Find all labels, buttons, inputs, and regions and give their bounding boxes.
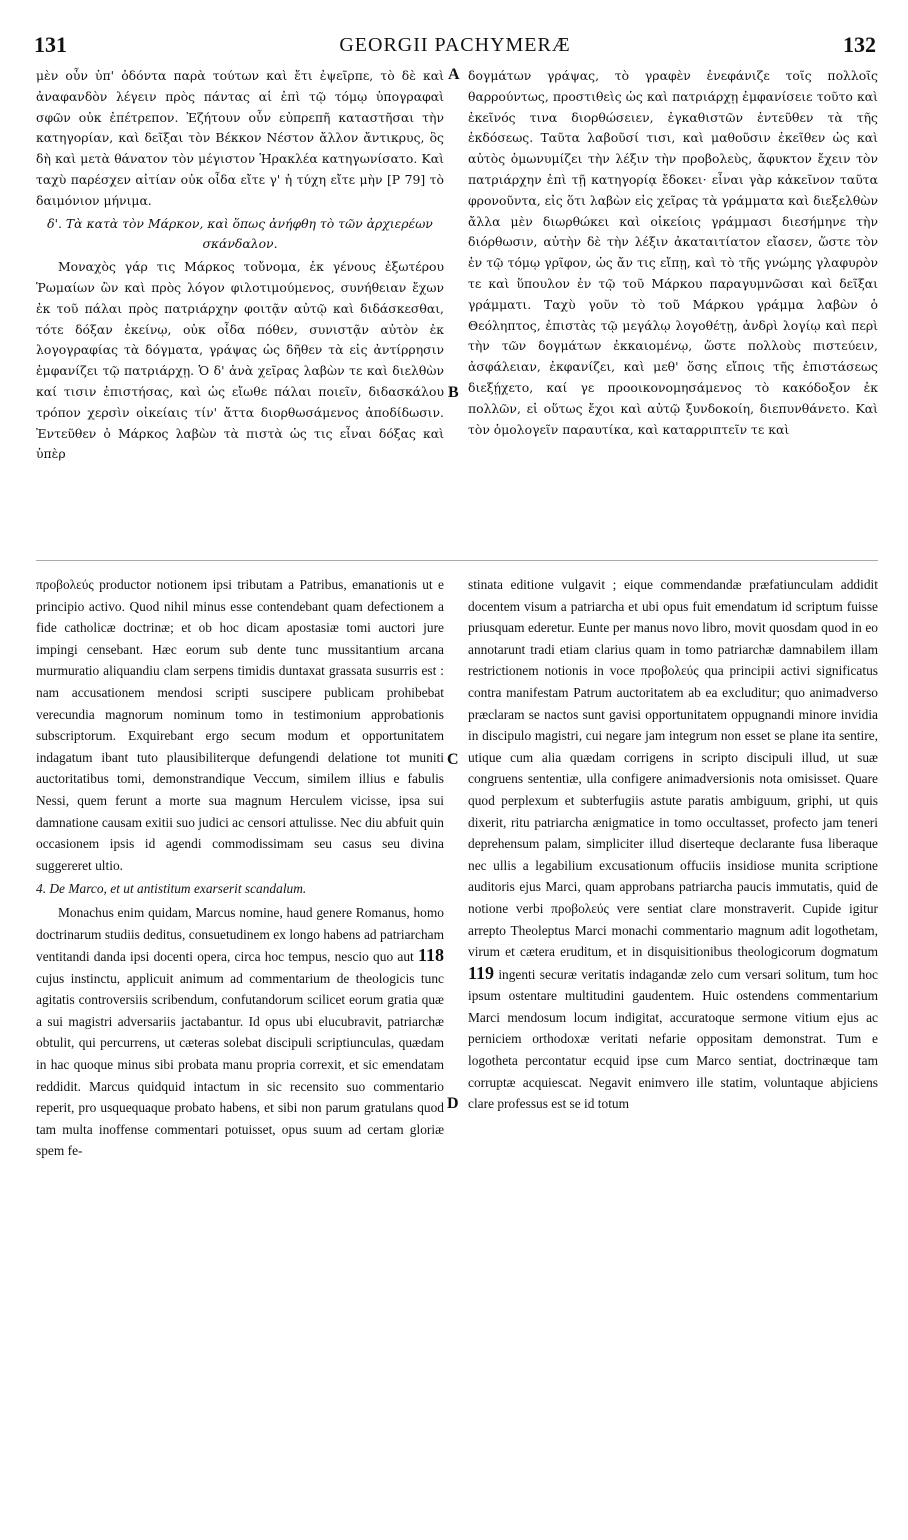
greek-section-heading: δ'. Τὰ κατὰ τὸν Μάρκον, καὶ ὅπως ἀνήφθη τὸ τῶν ἀρχιερέων σκάνδαλον. (47, 215, 433, 252)
column-divider (36, 560, 878, 561)
section-marker-d: D (447, 1095, 459, 1112)
latin-text: stinata editione vulgavit ; eique commendandæ præfatiunculam addidit docentem visum a patriarcha et ubi opus fuit emendatum id scriptum fuisse priusquam ederetur. Eunte per manus novo libro, movit quosdam quod in eo annotarunt tradi etiam clarius quam in tomo patriarchæ damnabilem illam restrictionem notionis in voce προβολεύς qua principii activi significatus contra manifestam Patrum auctoritatem ab ea excluditur; quo animadverso præclaram se nactos sunt gavisi opportunitatem oppugnandi minore invidia in discipulo magistri, cui negare jam integrum non esset se plane ita sentire, utique cum alia quædam corrigens in scripto discipuli illud, ut suæ congruens sententiæ, ulla configere animadversionis nota omisisset. Quare quod perplexum et subterfugiis astute paratis ambiguum, griphi, ut quis dixerit, ritu patriarcha ænigmatice in tomo occultasset, profecto jam teneri deprehensum palam, simpliciter illud diserteque declarante fusa liberaque nec ullis a legabilium excusationum offuciis insidiose munita scriptione auditoris ejus Marci, quam approbans patriarcha paucis immutatis, quid de notione verbi προβολεύς vere sentiat clare monstraverit. Cupide igitur arrepto Theoleptus Marci monachi commentario magnum adit logothetam, virum et cætera eruditum, et in disquisitionibus theologicorum dogmatum (468, 577, 878, 960)
greek-column-right (468, 66, 878, 440)
section-marker-b: B (448, 384, 459, 401)
latin-paragraph (468, 574, 878, 1115)
right-page-number: 132 (843, 32, 876, 57)
running-title: GEORGII PACHYMERÆ (339, 34, 571, 56)
greek-column-left (36, 66, 444, 465)
greek-paragraph: μὲν οὖν ὑπ' ὀδόντα παρὰ τούτων καὶ ἔτι ἐψεῖρπε, τὸ δὲ καὶ ἀναφανδὸν λέγειν πρὸς πάντας αἱ ἐπὶ τῷ τόμῳ ὑπογραφαὶ σφῶν οὐκ ἐπέτρεπον. Ἐζήτουν οὖν εὐπρεπῆ καταστῆσαι τὴν κατηγορίαν, καὶ δεῖξαι τὸν Βέκκον Νέστον ἄλλον ἄντικρυς, ὃς δὴ καὶ μετὰ θάνατον τὸν μέγιστον Ἡρακλέα κατηγωνίσατο. Καὶ ταχὺ παρέσχεν αἰτίαν οὐκ οἶδα εἴτε γ' ἡ τύχη εἴτε μὴν [P 79] τὸ δαιμόνιον μήνιμα. (36, 68, 444, 208)
latin-column-right (468, 574, 878, 1115)
greek-paragraph: Μοναχὸς γάρ τις Μάρκος τοὔνομα, ἐκ γένους ἐξωτέρου Ῥωμαίων ὢν καὶ πρὸς λόγον φιλοτιμούμενος, συνήθειαν ἔχων ἐκ τοῦ πάλαι πρὸς πατριάρχην φοιτᾷν αὐτῷ καὶ διδάσκεσθαι, τότε δόξαν ἐκείνῳ, οὐκ οἶδα πόθεν, συνιστᾷν αὐτὸν ἐκ λογογραφίας τὰ δόγματα, γράψας ὡς δῆθεν τὰ εἰς ἀντίρρησιν ἐμφανίζει τῷ πατριάρχῃ. Ὁ δ' ἀνὰ χεῖρας λαβὼν τε καὶ διελθὼν καί τισιν ἐπιστήσας, καὶ ὡς εἴωθε πάλαι ποιεῖν, διδασκάλου τρόπον χερσὶν οἰκείαις τίν' ἄττα διορθωσάμενος ἀποδίδωσιν. Ἐντεῦθεν ὁ Μάρκος λαβὼν τὰ πιστὰ ὡς τις εἶναι δόξας καὶ ὑπὲρ (36, 259, 444, 462)
latin-text: cujus instinctu, applicuit animum ad commentarium de theologicis tunc agitatis controversiis scribendum, confutandorum scilicet eorum gratia quæ a sui magistri adversariis jactabantur. Id opus ubi elucubravit, patriarchæ obtulit, qui percurrens, ut cæteras solebat discipuli scriptiunculas, quædam in hac quoque minus sibi probata manu propria correxit, et sic emendatam reddidit. Marcus quidquid intactum in sic recensito suo commentario reperit, pro usquequaque probato habens, et sibi non parum gratulans quod tam multa inoffense commentari potuisset, opus suum ad certam gloriæ spem fe- (36, 970, 444, 1159)
page-header (30, 32, 880, 62)
left-page-number: 131 (34, 32, 67, 57)
latin-section-heading: 4. De Marco, et ut antistitum exarserit scandalum. (36, 881, 307, 897)
section-marker-a: A (448, 66, 460, 83)
greek-paragraph: δογμάτων γράψας, τὸ γραφὲν ἐνεφάνιζε τοῖς πολλοῖς θαρρούντως, προστιθεὶς ὡς καὶ πατριάρχῃ ἐμφανίσειε τοῦτο καὶ ἐκεῖνός τινα διορθώσειεν, ἐγκαθιστῶν ἐντεῦθεν τὰ τῆς ἐκδόσεως. Ταῦτα λαβοῦσί τισι, καὶ μαθοῦσιν ἐκεῖθεν ὡς καὶ αὐτὸς ὁμωνυμίζει τὴν λέξιν τὴν προβολεὺς, ἄφυκτον ἔχειν τὸν πατριάρχην ἐπὶ τῇ κατηγορίᾳ ἔδοκει· εἶναι γὰρ κἀκεῖνον ταῦτα φρονοῦντα, εἰς ὅτι λαβὼν εἰς χεῖρας τὰ γράμματα καὶ διεξελθὼν ἄλλα μὲν διωρθώκει καὶ οἰκείοις γράμμασι διεσήμηνε τὴν διόρθωσιν, αὐτὴν δὲ τὴν λέξιν ἀκαταιτίατον εἴασεν, ὥστε τὸν ἐν τῷ τόμῳ γρῖφον, ὡς ἄν τις εἴπῃ, καὶ τὸ τῆς γνώμης γλαφυρὸν τε καὶ ὕπουλον ἐν τῷ τοῦ Μάρκου παραγυμνῶσαι καὶ δεῖξαι γράμματι. Ταχὺ γοῦν τὸ τοῦ Μάρκου γράμμα λαβὼν ὁ Θεόληπτος, ἐπιστὰς τῷ μεγάλῳ λογοθέτῃ, ἀνδρὶ λογίῳ καὶ περὶ τὴν τῶν δογμάτων ἐκκαιομένῳ, ὥστε πολλοὺς πιστεύειν, ἀσφάλειαν, ἐκφανίζει, καὶ μεθ' ὅσης εἴποις τῆς ἐπιστάσεως διεξῄχετο, καί γε προοικονομησάμενος τὸ κακόδοξον ἐκ πολλῶν, εἰ οὕτως ἔχοι καὶ αὐτῷ ξυνδοκοίη, διεπυνθάνετο. Καὶ τὸν ὁμολογεῖν παραυτίκα, καὶ καταρριπτεῖν τε καὶ (468, 68, 878, 437)
migne-column-number: 118 (417, 945, 444, 966)
latin-text: Monachus enim quidam, Marcus nomine, haud genere Romanus, homo doctrinarum studiis deditus, consuetudinem ex longo habens ad patriarcham ventitandi danda ipsi docenti opera, circa hoc tempus, nescio quo aut (36, 904, 444, 965)
latin-text: ingenti securæ veritatis indagandæ zelo cum versari solitum, tum hoc ipsum ostentare multitudini gaudentem. Huic ostendens commentarium Marci mendosum locum indigitat, accuratoque sermone vitium ejus ac perniciem orthodoxæ veritati nefarie oppositam demonstrat. Tum e logotheta percontatur ecquid ipse cum Marco sentiat, doctrinæque tam corruptæ acquiescat. Negavit enimvero ille statim, voluntaque abjiciens clare professus est se id totum (468, 966, 878, 1112)
latin-paragraph (36, 902, 444, 1162)
latin-column-left (36, 574, 444, 1162)
section-marker-c: C (447, 751, 459, 768)
latin-paragraph: προβολεύς productor notionem ipsi tributam a Patribus, emanationis ut e principio activo. Quod nihil minus esse contendebant quam defectionem a fide catholicæ doctrinæ; et ob hoc dicam apostasiæ tomi auctori jure impingi censebant. Hæc eorum sub dente tunc mussitantium arcana murmuratio aliquandiu clam serpens timidis duntaxat grassata susurris est : nam accusationem mendosi scripti suscipere publicam prohibebat verecundia magnorum nominum tomo in testimonium approbationis subscriptorum. Exquirebant ergo secum modum et opportunitatem indagatum ibant tuto plausibiliterque defungendi delatione tot muniti auctoritatibus tomi, demonstrandique Veccum, similem illius e fabulis Nessi, quem ferunt a morte sua magnum Herculem vicisse, ipsa sui damnatione causam exitii suo judici ac censori attulisse. Nec diu abfuit quin occasionem ipsis id agendi commodissimam seu casus seu divina suggereret ultio. (36, 577, 444, 873)
migne-column-number: 119 (468, 962, 495, 983)
